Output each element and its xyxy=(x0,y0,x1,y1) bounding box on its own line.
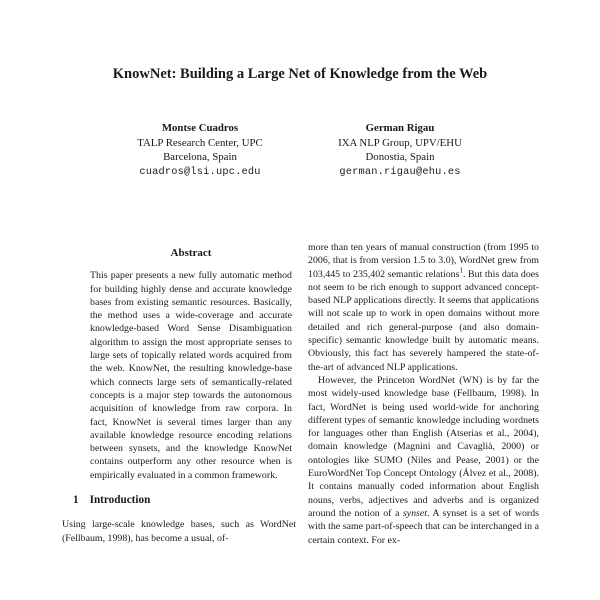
author-affiliation: IXA NLP Group, UPV/EHU xyxy=(338,136,462,149)
author-email: cuadros@lsi.upc.edu xyxy=(139,165,261,178)
paragraph-text-segment: However, the Princeton WordNet (WN) is by far the most widely-used knowledge base (Fellbaum, 1998). In fact, WordNet is being used world-wide for anchoring different types of semantic knowledge including wordnets for languages other than English (Atserias et al., 2004), domain knowledge (Magnini and Cavaglià, 2000) or ontologies like SUMO (Niles and Pease, 2001) or the EuroWordNet Top Concept Ontology (Álvez et al., 2008). It contains manually coded information about English nouns, verbs, adjectives and adverbs and is organized around the notion of a xyxy=(308,374,539,519)
paragraph-text-segment: more than ten years of manual construction (from 1995 to 2006, that is from version 1.5 to 3.0), WordNet grew from 103,445 to 235,402 semantic relations xyxy=(308,242,539,280)
right-column xyxy=(308,241,539,547)
italic-term-synset: synset xyxy=(402,507,427,519)
paragraph-text-segment: . But this data does not seem to be rich enough to support advanced concept-based NLP applications directly. It seems that applications will not scale up to work in open domains without more detailed and rich general-purpose (and also domain-specific) semantic knowledge built by automatic means. Obviously, this fact has severely hampered the state-of-the-art of advanced NLP applications. xyxy=(308,268,539,373)
footnote-reference-marker: 1 xyxy=(459,266,463,275)
author-name: Montse Cuadros xyxy=(161,122,239,134)
author-name: German Rigau xyxy=(365,122,435,134)
intro-paragraph: Using large-scale knowledge bases, such as WordNet (Fellbaum, 1998), has become a usual, of- xyxy=(62,519,296,544)
paper-title: KnowNet: Building a Large Net of Knowledge from the Web xyxy=(112,66,488,82)
author-block-2 xyxy=(300,121,500,179)
paragraph-text-segment: . A synset is a set of words with the same part-of-speech that can be interchanged in a certain context. For ex- xyxy=(308,507,539,546)
author-affiliation: TALP Research Center, UPC xyxy=(137,136,263,149)
abstract-text: This paper presents a new fully automatic method for building highly dense and accurate knowledge bases from existing semantic resources. Basically, the method uses a wide-coverage and accurate knowledge-based Word Sense Disambiguation algorithm to assign the most appropriate senses to large sets of topically related words acquired from the web. KnowNet, the resulting knowledge-base which connects large sets of semantically-related concepts is a major step towards the autonomous acquisition of knowledge from raw corpora. In fact, KnowNet is several times larger than any available knowledge resource encoding relations between synsets, and the knowledge KnowNet contains outperform any other resource when is empirically evaluated in a common framework. xyxy=(90,270,292,481)
right-paragraph-2 xyxy=(308,374,539,547)
section-number: 1 xyxy=(73,494,79,507)
left-column xyxy=(62,241,296,545)
right-paragraph-1 xyxy=(308,241,539,374)
author-block-1 xyxy=(100,121,300,179)
section-heading-introduction xyxy=(62,494,296,507)
author-city: Barcelona, Spain xyxy=(163,151,237,164)
section-title: Introduction xyxy=(89,494,151,507)
author-email: german.rigau@ehu.es xyxy=(339,165,461,178)
abstract-heading: Abstract xyxy=(170,247,212,259)
author-city: Donostia, Spain xyxy=(365,151,435,164)
